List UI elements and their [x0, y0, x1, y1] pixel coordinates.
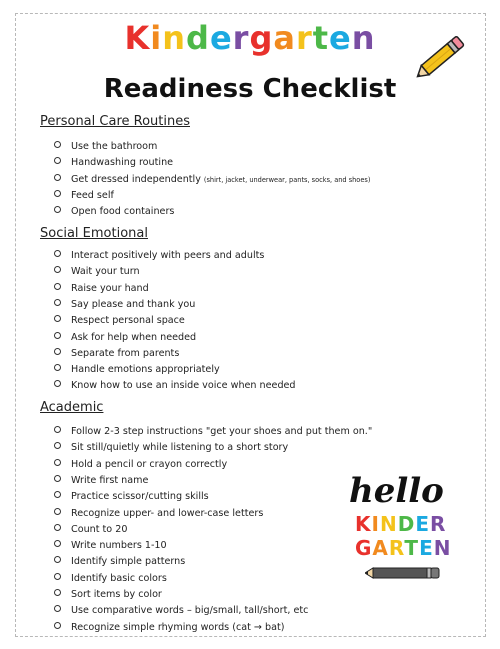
checklist-item-label: Say please and thank you: [71, 298, 196, 310]
checklist-item: [54, 265, 140, 279]
checklist-item: [54, 474, 148, 488]
checklist-item-label: Recognize simple rhyming words (cat → bat): [71, 621, 285, 633]
checklist-item-label: Identify basic colors: [71, 572, 167, 584]
checklist-item: [54, 249, 264, 263]
circle-bullet-icon: [54, 141, 61, 148]
badge-letter: K: [355, 512, 372, 536]
title-letter: t: [312, 19, 330, 57]
checklist-item: [54, 205, 174, 219]
checklist-item-label: Wait your turn: [71, 266, 140, 278]
circle-bullet-icon: [54, 315, 61, 322]
checklist-item: [54, 441, 288, 455]
circle-bullet-icon: [54, 573, 61, 580]
title-letter: r: [232, 19, 250, 57]
badge-letter: N: [379, 512, 398, 536]
section-title: Personal Care Routines: [40, 114, 190, 129]
checklist-item: [54, 523, 127, 537]
kinder-line: [355, 512, 446, 536]
checklist-item: [54, 572, 167, 586]
checklist-item: [54, 425, 372, 439]
circle-bullet-icon: [54, 266, 61, 273]
badge-letter: R: [429, 512, 447, 536]
circle-bullet-icon: [54, 250, 61, 257]
circle-bullet-icon: [54, 348, 61, 355]
title-letter: i: [150, 19, 163, 57]
circle-bullet-icon: [54, 524, 61, 531]
checklist-item-label: Feed self: [71, 189, 114, 201]
checklist-item: [54, 363, 220, 377]
checklist-item-label: Write numbers 1-10: [71, 540, 167, 552]
checklist-item: [54, 298, 195, 312]
title-letter: K: [124, 19, 151, 57]
circle-bullet-icon: [54, 364, 61, 371]
hello-kindergarten-badge: [335, 460, 470, 595]
checklist-item: [54, 331, 196, 345]
checklist-item-label: Sit still/quietly while listening to a short story: [71, 442, 289, 454]
checklist-item: [54, 490, 209, 504]
checklist-item-label: Practice scissor/cutting skills: [71, 491, 209, 503]
circle-bullet-icon: [54, 556, 61, 563]
small-pencil-icon: [365, 566, 441, 580]
checklist-item: [54, 604, 308, 618]
checklist-item: [54, 189, 114, 203]
checklist-item-label: Hold a pencil or crayon correctly: [71, 458, 228, 470]
checklist-item-label: Follow 2-3 step instructions "get your shoes and put them on.": [71, 426, 373, 437]
section-title: Academic: [40, 400, 104, 415]
circle-bullet-icon: [54, 426, 61, 433]
circle-bullet-icon: [54, 206, 61, 213]
badge-letter: D: [397, 512, 416, 536]
checklist-item-label: Handle emotions appropriately: [71, 364, 220, 376]
checklist-item-label: Write first name: [71, 474, 149, 486]
checklist-item-label: Handwashing routine: [71, 157, 174, 169]
checklist-item-label: Use the bathroom: [71, 141, 158, 152]
badge-letter: R: [388, 536, 405, 560]
title-letter: g: [249, 19, 274, 57]
circle-bullet-icon: [54, 491, 61, 498]
garten-line: [355, 536, 452, 560]
checklist-item-label: Identify simple patterns: [71, 556, 186, 568]
title-letter: r: [295, 19, 313, 57]
circle-bullet-icon: [54, 380, 61, 387]
title-letter: n: [351, 19, 376, 57]
checklist-item: [54, 507, 263, 521]
checklist-item: [54, 539, 167, 553]
checklist-item-label: Get dressed independently: [71, 173, 201, 185]
title-letter: e: [329, 19, 352, 57]
hello-text: hello: [349, 471, 444, 511]
checklist-item: [54, 458, 227, 472]
circle-bullet-icon: [54, 589, 61, 596]
circle-bullet-icon: [54, 332, 61, 339]
checklist-item-label: Interact positively with peers and adults: [71, 250, 265, 261]
circle-bullet-icon: [54, 190, 61, 197]
page-subtitle: Readiness Checklist: [103, 74, 397, 104]
checklist-item-label: Count to 20: [71, 523, 128, 535]
checklist-item: [54, 173, 370, 187]
circle-bullet-icon: [54, 605, 61, 612]
badge-letter: T: [404, 536, 420, 560]
circle-bullet-icon: [54, 299, 61, 306]
checklist-item-note: (shirt, jacket, underwear, pants, socks, and shoes): [203, 175, 371, 184]
checklist-item: [54, 314, 185, 328]
checklist-item: [54, 156, 173, 170]
checklist-item-label: Separate from parents: [71, 347, 180, 359]
checklist-item-label: Open food containers: [71, 206, 175, 218]
circle-bullet-icon: [54, 442, 61, 449]
circle-bullet-icon: [54, 459, 61, 466]
checklist-item: [54, 621, 284, 635]
title-letter: e: [209, 19, 233, 57]
circle-bullet-icon: [54, 622, 61, 629]
title-letter: a: [273, 19, 296, 57]
badge-letter: A: [372, 536, 389, 560]
checklist-item: [54, 379, 296, 393]
checklist-item: [54, 282, 149, 296]
circle-bullet-icon: [54, 174, 61, 181]
checklist-item-label: Recognize upper- and lower-case letters: [71, 507, 264, 519]
checklist-item-label: Use comparative words – big/small, tall/short, etc: [71, 605, 309, 617]
checklist-item: [54, 347, 179, 361]
checklist-item: [54, 555, 185, 569]
circle-bullet-icon: [54, 540, 61, 547]
circle-bullet-icon: [54, 283, 61, 290]
checklist-item-label: Ask for help when needed: [71, 331, 197, 343]
checklist-item-label: Raise your hand: [71, 282, 149, 294]
circle-bullet-icon: [54, 508, 61, 515]
badge-letter: E: [415, 512, 430, 536]
badge-letter: I: [371, 512, 380, 536]
checklist-item: [54, 140, 157, 154]
title-letter: n: [162, 19, 187, 57]
badge-letter: E: [419, 536, 434, 560]
checklist-item: [54, 588, 162, 602]
section-title: Social Emotional: [40, 226, 148, 241]
title-letter: d: [186, 19, 210, 57]
badge-letter: N: [433, 536, 452, 560]
checklist-item-label: Sort items by color: [71, 589, 162, 600]
circle-bullet-icon: [54, 475, 61, 482]
checklist-item-label: Respect personal space: [71, 315, 185, 327]
checklist-item-label: Know how to use an inside voice when needed: [71, 380, 296, 392]
badge-letter: G: [355, 536, 373, 560]
circle-bullet-icon: [54, 157, 61, 164]
